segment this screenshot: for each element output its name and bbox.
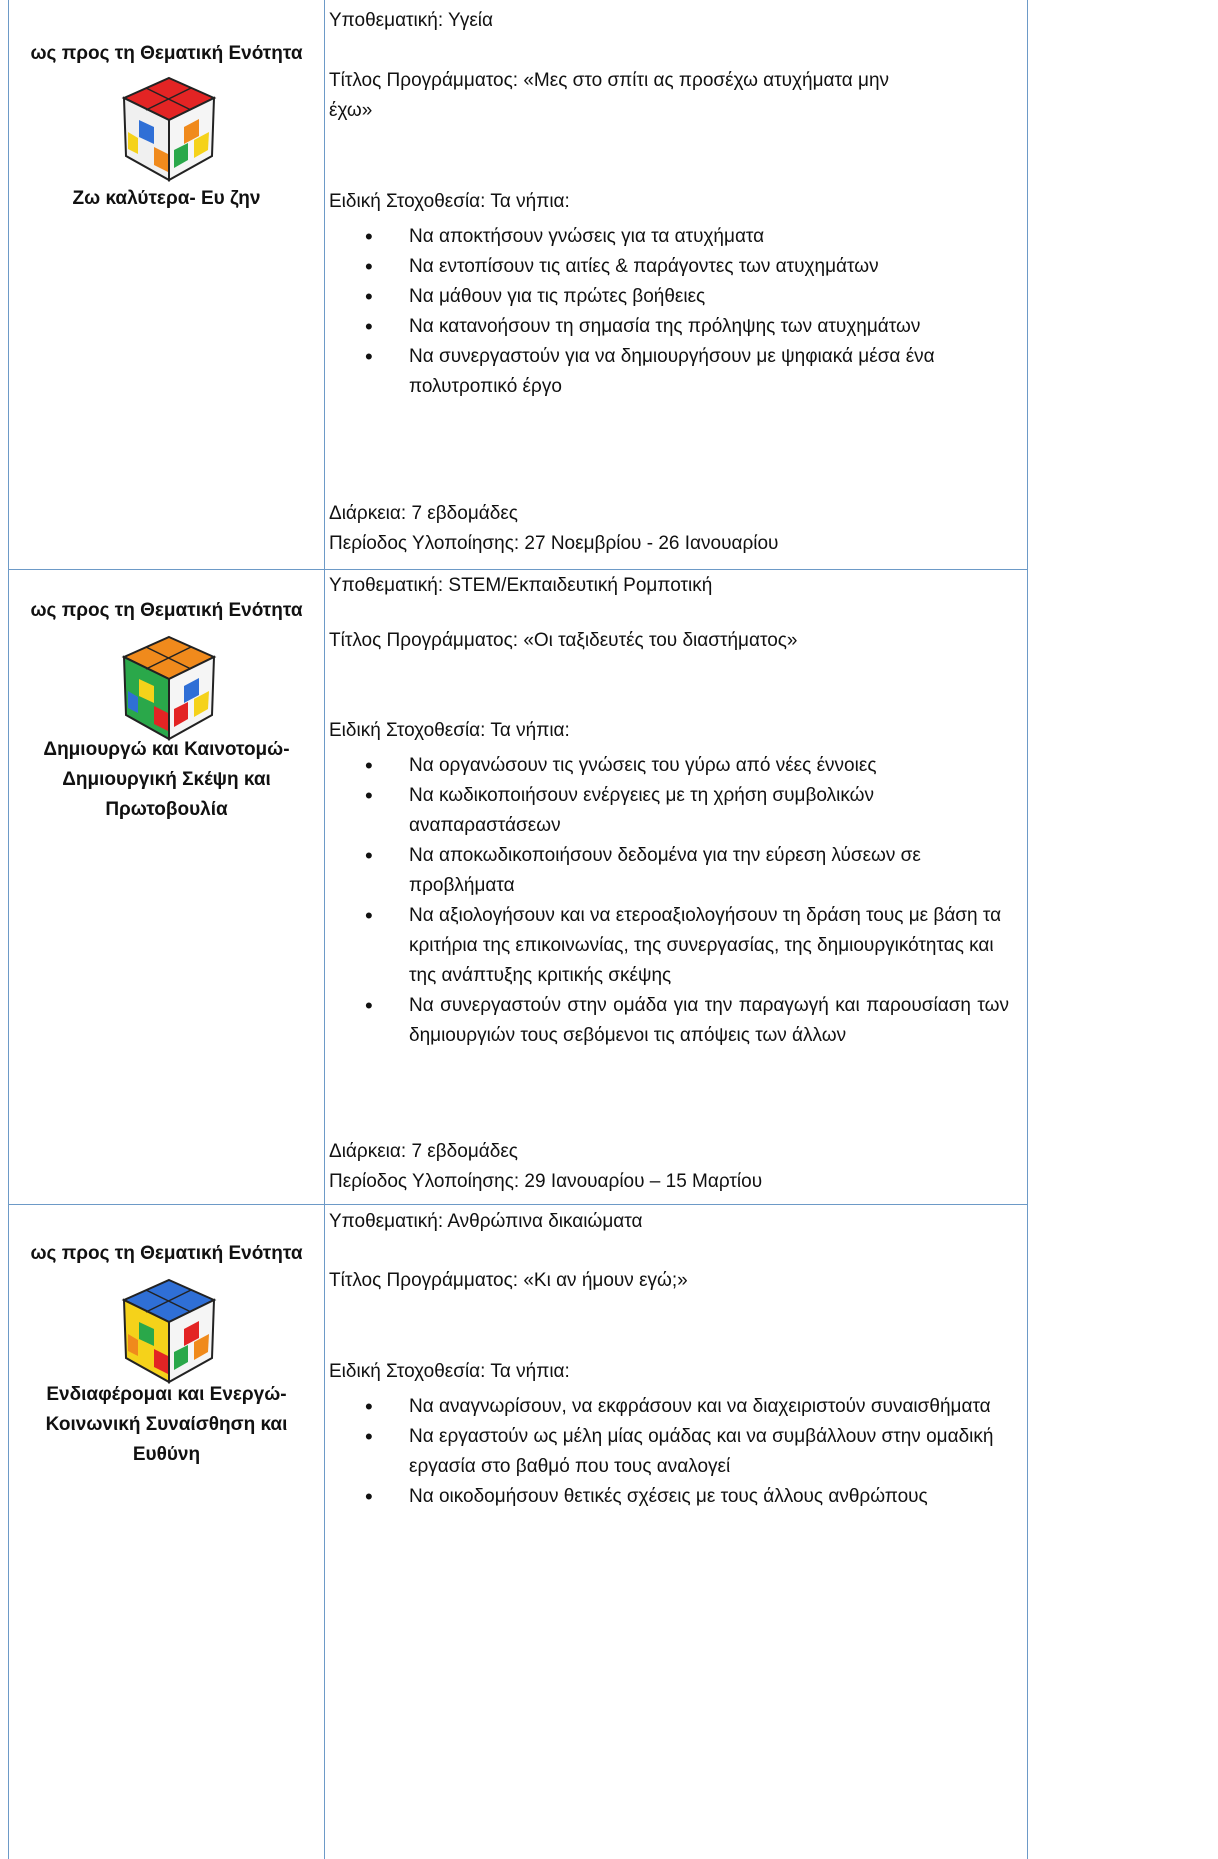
thematic-unit-heading: ως προς τη Θεματική Ενότητα (30, 43, 303, 64)
program-title-line: Τίτλος Προγράμματος: «Οι ταξιδευτές του διαστήματος» (329, 630, 798, 651)
goals-label: Ειδική Στοχοθεσία: Τα νήπια: (329, 1361, 570, 1382)
list-item: • Να αξιολογήσουν και να ετεροαξιολογήσουν τη δράση τους με βάση τα κριτήρια της επικοινωνίας, της συνεργασίας, της δημιουργικότητας και της ανάπτυξης κριτικής σκέψης (329, 901, 1009, 991)
rubiks-cube-icon (114, 631, 224, 746)
list-item: • Να αποκτήσουν γνώσεις για τα ατυχήματα (329, 222, 1009, 252)
thematic-unit-heading: ως προς τη Θεματική Ενότητα (30, 1243, 303, 1264)
list-item: • Να οργανώσουν τις γνώσεις του γύρω από νέες έννοιες (329, 751, 1009, 781)
program-title-line: Τίτλος Προγράμματος: «Μες στο σπίτι ας προσέχω ατυχήματα μην (329, 70, 890, 91)
rubiks-cube-icon (114, 1274, 224, 1389)
goals-label: Ειδική Στοχοθεσία: Τα νήπια: (329, 191, 570, 212)
thematic-unit-name: Δημιουργώ και Καινοτομώ- Δημιουργική Σκέψη και Πρωτοβουλία (43, 739, 290, 820)
program-details-cell (329, 1204, 1019, 1859)
program-details-cell (329, 0, 1019, 569)
program-title-line: έχω» (329, 100, 373, 121)
program-title-line: Τίτλος Προγράμματος: «Κι αν ήμουν εγώ;» (329, 1270, 688, 1291)
thematic-unit-cell (9, 0, 324, 569)
list-item: • Να εργαστούν ως μέλη μίας ομάδας και να συμβάλλουν στην ομαδική εργασία στο βαθμό που τους αναλογεί (329, 1422, 1009, 1482)
list-item: • Να κωδικοποιήσουν ενέργειες με τη χρήση συμβολικών αναπαραστάσεων (329, 781, 1009, 841)
duration-text: Διάρκεια: 7 εβδομάδες (329, 503, 518, 524)
program-details-cell (329, 569, 1019, 1204)
goals-list (329, 1392, 1009, 1512)
period-text: Περίοδος Υλοποίησης: 27 Νοεμβρίου - 26 Ιανουαρίου (329, 533, 779, 554)
list-item: • Να αναγνωρίσουν, να εκφράσουν και να διαχειριστούν συναισθήματα (329, 1392, 1009, 1422)
list-item: • Να μάθουν για τις πρώτες βοήθειες (329, 282, 1009, 312)
rubiks-cube-icon (114, 72, 224, 187)
period-text: Περίοδος Υλοποίησης: 29 Ιανουαρίου – 15 Μαρτίου (329, 1171, 763, 1192)
table-row (9, 569, 1027, 1205)
list-item: • Να αποκωδικοποιήσουν δεδομένα για την εύρεση λύσεων σε προβλήματα (329, 841, 1009, 901)
goals-list (329, 222, 1009, 402)
thematic-unit-name: Ζω καλύτερα- Ευ ζην (72, 188, 261, 209)
thematic-unit-name: Ενδιαφέρομαι και Ενεργώ- Κοινωνική Συναίσθηση και Ευθύνη (45, 1384, 288, 1465)
subtopic-text: Υποθεματική: Υγεία (329, 10, 493, 31)
list-item: • Να συνεργαστούν στην ομάδα για την παραγωγή και παρουσίαση των δημιουργιών τους σεβόμενοι τις απόψεις των άλλων (329, 991, 1009, 1051)
goals-label: Ειδική Στοχοθεσία: Τα νήπια: (329, 720, 570, 741)
list-item: • Να κατανοήσουν τη σημασία της πρόληψης των ατυχημάτων (329, 312, 1009, 342)
table-row (9, 1204, 1027, 1859)
goals-list (329, 751, 1009, 1051)
thematic-unit-heading: ως προς τη Θεματική Ενότητα (30, 600, 303, 621)
duration-text: Διάρκεια: 7 εβδομάδες (329, 1141, 518, 1162)
subtopic-text: Υποθεματική: Ανθρώπινα δικαιώματα (329, 1211, 643, 1232)
thematic-unit-cell (9, 1204, 324, 1859)
subtopic-text: Υποθεματική: STEM/Εκπαιδευτική Ρομποτική (329, 575, 713, 596)
program-table (8, 0, 1028, 1859)
list-item: • Να συνεργαστούν για να δημιουργήσουν με ψηφιακά μέσα ένα πολυτροπικό έργο (329, 342, 1009, 402)
list-item: • Να οικοδομήσουν θετικές σχέσεις με τους άλλους ανθρώπους (329, 1482, 1009, 1512)
thematic-unit-cell (9, 569, 324, 1204)
table-row (9, 0, 1027, 570)
list-item: • Να εντοπίσουν τις αιτίες & παράγοντες των ατυχημάτων (329, 252, 1009, 282)
